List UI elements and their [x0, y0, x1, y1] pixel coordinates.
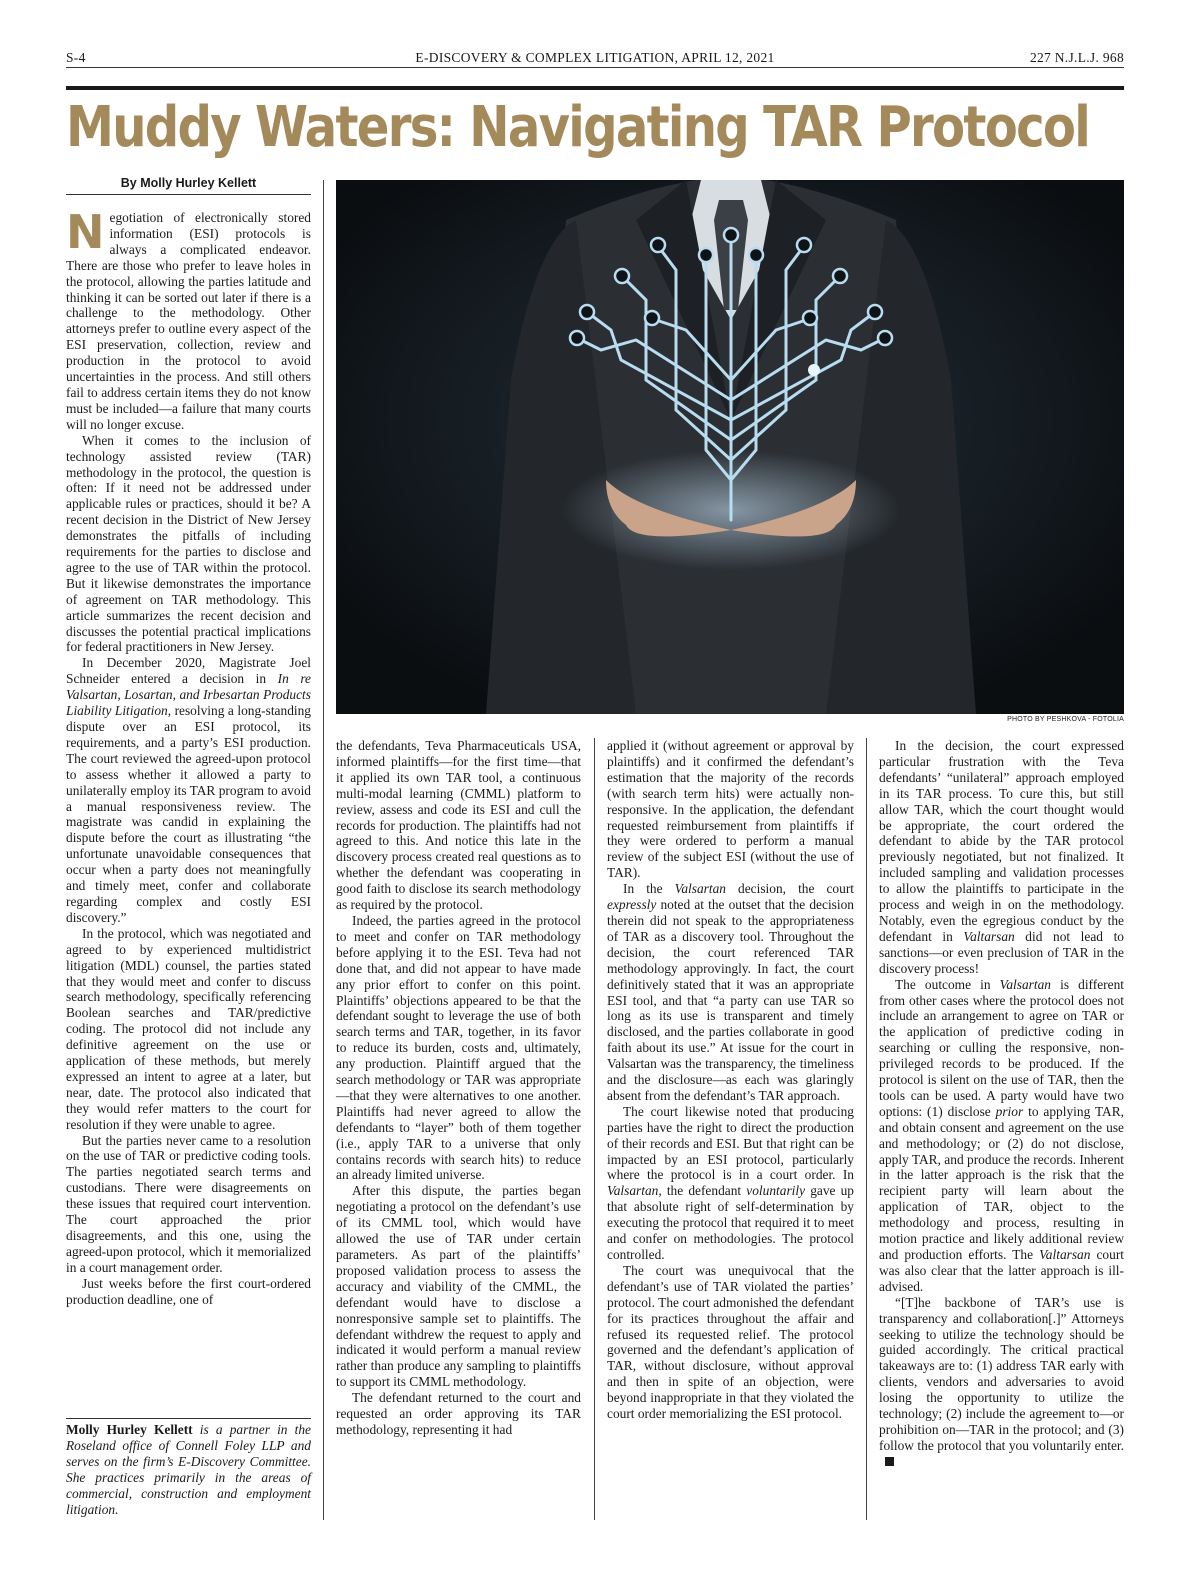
paragraph-text: court was also clear that the latter approach is ill-advised.	[879, 1247, 1124, 1294]
businessman-circuit-tree-illustration	[336, 180, 1124, 714]
emphasis: expressly	[607, 897, 657, 913]
author-bio	[66, 1422, 311, 1517]
article-photo	[336, 180, 1124, 714]
article-column-4	[879, 738, 1124, 1470]
column-rule-3	[866, 738, 867, 1520]
article-title: Muddy Waters: Navigating TAR Protocol	[66, 95, 1090, 160]
article-paragraph: After this dispute, the parties began negotiating a protocol on the defendant’s use of its CMML tool, which would have allowed the use of TAR under certain parameters. As part of the plaintiffs’ proposed validation process to assess the accuracy and viability of the CMML, the defendant would have to disclose a nonresponsive sample set to plaintiffs. The defendant withdrew the request to apply and indicated it would perform a manual review rather than produce any sampling to plaintiffs to support its CMML methodology.	[336, 1183, 581, 1390]
article-paragraph: Indeed, the parties agreed in the protocol to meet and confer on TAR methodology before applying it to the ESI. Teva had not done that, and did not appear to have made any prior effort to confer on this point. Plaintiffs’ objections appeared to be that the defendant sought to leverage the use of both search terms and TAR, together, in its favor to reduce its burden, costs and, ultimately, any production. Plaintiff argued that the search methodology or TAR was appropriate—that they were alternatives to one another. Plaintiffs had never agreed to allow the defendants to “layer” both of them together (i.e., apply TAR to a universe that only contains records with search hits) to reduce an already limited universe.	[336, 912, 581, 1183]
article-paragraph	[66, 655, 311, 925]
article-paragraph: But the parties never came to a resolution on the use of TAR or predictive coding tools. The parties negotiated search terms and custodians. There were disagreements on these issues that required court intervention. The court approached the prior disagreements, and this one, using the agreed-upon protocol, which it memorialized in a court management order.	[66, 1132, 311, 1275]
article-paragraph: The court was unequivocal that the defendant’s use of TAR violated the parties’ protocol. The court admonished the defendant for its practices throughout the affair and refused its requested relief. The protocol governed and the defendant’s application of TAR, without disclosure, without approval and then in spite of an objection, were beyond inappropriate in that they violated the court order memorializing the ESI protocol.	[607, 1262, 854, 1422]
article-paragraph	[607, 1104, 854, 1263]
article-column-1	[66, 205, 311, 1308]
article-paragraph	[879, 1295, 1124, 1470]
paragraph-text: In the	[623, 881, 675, 897]
case-name: Valtarsan	[963, 928, 1015, 944]
article-paragraph: Just weeks before the first court-ordered production deadline, one of	[66, 1275, 311, 1307]
paragraph-text: noted at the outset that the decision therein did not speak to the appropriateness of TAR as a discovery tool. Throughout the decision, the court referenced TAR methodology approvingly. In fact, the court definitively stated that it was an appropriate ESI tool, and that “a party can use TAR so long as its use is transparent and timely disclosed, and the parties collaborate in good faith about its use.” At issue for the court in Valsartan was the transparency, the timeliness and the disclosure—as each was glaringly absent from the defendant’s TAR approach.	[607, 897, 854, 1103]
bio-rule	[66, 1418, 311, 1419]
case-name: Valsartan	[999, 976, 1051, 992]
case-name: Valsartan	[607, 1183, 659, 1199]
running-header	[66, 46, 1124, 66]
article-paragraph: When it comes to the inclusion of technology assisted review (TAR) methodology in the protocol, the question is often: If it need not be addressed under applicable rules or practices, should it be? A recent decision in the District of New Jersey demonstrates the pitfalls of including requirements for the parties to disclose and agree to the use of TAR within the protocol. But it likewise demonstrates the importance of agreement on TAR methodology. This article summarizes the recent decision and discusses the potential practical implications for federal practitioners in New Jersey.	[66, 432, 311, 655]
paragraph-text: egotiation of electronically stored information (ESI) protocols is always a complicated endeavor. There are those who prefer to leave holes in the protocol, allowing the parties latitude and thinking it can be sorted out later if there is a challenge to the methodology. Other attorneys prefer to outline every aspect of the ESI preservation, collection, review and production in the protocol to avoid uncertainties in the process. And still others fail to address certain items they do not know must be included—a failure that many courts will no longer excuse.	[66, 210, 311, 432]
paragraph-text: gave up that absolute right of self-determination by executing the protocol that required it to meet and confer on methodologies. The protocol controlled.	[607, 1183, 854, 1262]
emphasis: prior	[995, 1103, 1024, 1119]
article-paragraph: In the protocol, which was negotiated and agreed to by experienced multidistrict litigation (MDL) counsel, the parties stated that they would meet and confer to discuss search methodology, specifically referencing Boolean searches and TAR/predictive coding. The protocol did not include any definitive agreement on the use or application of these methods, but merely expressed an intent to agree at a later, but near, date. The protocol also indicated that they would refer matters to the court for resolution if they were unable to agree.	[66, 925, 311, 1132]
page-number: S-4	[66, 50, 86, 65]
bio-text: is a partner in the Roseland office of Connell Foley LLP and serves on the firm’s E-Discovery Committee. She practices primarily in the areas of commercial, construction and employment litigation.	[66, 1422, 311, 1517]
article-paragraph: The defendant returned to the court and requested an order approving its TAR methodology, representing it had	[336, 1390, 581, 1437]
article-column-2	[336, 738, 581, 1438]
photo-credit: PHOTO BY PESHKOVA - FOTOLIA	[1007, 716, 1124, 723]
paragraph-text: to applying TAR, and obtain consent and agreement on the use and methodology; or (2) do not disclose, apply TAR, and produce the records. Inherent in the latter approach is the risk that the recipient party will learn about the application of TAR, object to the methodology and process, resulting in motion practice and likely additional review and production efforts. The	[879, 1103, 1125, 1262]
article-paragraph: the defendants, Teva Pharmaceuticals USA, informed plaintiffs—for the first time—that it applied its own TAR tool, a continuous multi-modal learning (CMML) platform to review, assess and code its ESI and cull the records for production. The plaintiffs had not agreed to this. And notice this late in the discovery process created real questions as to whether the defendant was cooperating in good faith to disclose its search methodology as required by the protocol.	[336, 738, 581, 913]
column-rule-2	[594, 738, 595, 1520]
paragraph-text: did not lead to sanctions—or even preclusion of TAR in the discovery process!	[879, 928, 1124, 976]
article-paragraph	[879, 977, 1124, 1295]
article-paragraph	[66, 205, 311, 433]
author-name: Molly Hurley Kellett	[66, 1422, 193, 1437]
byline: By Molly Hurley Kellett	[120, 176, 257, 190]
case-name: Valsartan	[674, 881, 726, 897]
section-dateline: E-DISCOVERY & COMPLEX LITIGATION, APRIL 12, 2021	[415, 50, 775, 65]
paragraph-text: , resolving a long-standing dispute over an ESI protocol, its requirements, and a party’s ESI production. The court reviewed the agreed-upon protocol to assess whether it allowed a party to unilaterally employ its TAR program to avoid a manual responsiveness review. The magistrate was candid in explaining the dispute before the court as illustrating “the unfortunate unavoidable consequences that occur when a party does not meaningfully and timely meet, confer and collaborate regarding complex and costly ESI discovery.”	[66, 703, 311, 925]
paragraph-text: “[T]he backbone of TAR’s use is transparency and collaboration[.]” Attorneys seeking to utilize the technology should be guided accordingly. The critical practical takeaways are to: (1) address TAR early with clients, vendors and adversaries to avoid losing the opportunity to utilize the technology; (2) include the agreement to—or prohibition on—TAR in the protocol; and (3) follow the protocol that you voluntarily enter.	[879, 1294, 1124, 1453]
paragraph-text: In the decision, the court expressed particular frustration with the Teva defendants’ “unilateral” approach employed in its TAR process. To cure this, but still allow TAR, which the court thought would be appropriate, the court ordered the defendant to abide by the TAR protocol previously negotiated, but not finalized. It included sampling and validation processes to allow the plaintiffs to participate in the process and weigh in on the methodology. Notably, even the egregious conduct by the defendant in	[879, 738, 1124, 944]
byline-rule	[66, 194, 311, 195]
case-name: Valtarsan	[1039, 1247, 1091, 1262]
article-paragraph	[607, 881, 854, 1104]
citation: 227 N.J.L.J. 968	[1029, 50, 1124, 65]
paragraph-text: is different from other cases where the protocol does not include an arrangement to agree on TAR or the application of predictive coding in searching or culling the responsive, non-privileged records to be produced. If the protocol is silent on the use of TAR, then the tools can be used. A party would have two options: (1) disclose	[879, 976, 1124, 1119]
paragraph-text: , the defendant	[658, 1183, 747, 1199]
article-paragraph	[879, 738, 1124, 977]
drop-cap: N	[66, 205, 105, 259]
paragraph-text: The court likewise noted that producing parties have the right to direct the production of their records and ESI. But that right can be impacted by an ESI protocol, particularly where the protocol is in a court order. In	[607, 1103, 854, 1183]
article-paragraph: applied it (without agreement or approval by plaintiffs) and it confirmed the defendant’s estimation that the majority of the records (with search term hits) were actually non-responsive. In the application, the defendant requested reimbursement from plaintiffs if they were ordered to perform a manual review of the subject ESI (without the use of TAR).	[607, 738, 854, 881]
header-rule	[66, 67, 1124, 68]
column-rule-1	[323, 180, 324, 1520]
paragraph-text: The outcome in	[895, 976, 1000, 992]
article-column-3	[607, 738, 854, 1422]
end-of-article-square-icon	[885, 1457, 894, 1466]
case-name: In re Valsartan, Losartan, and Irbesartan Products Liability Litigation	[66, 671, 311, 719]
paragraph-text: decision, the court	[725, 881, 855, 897]
emphasis: voluntarily	[746, 1183, 806, 1199]
paragraph-text: In December 2020, Magistrate Joel Schneider entered a decision in	[66, 655, 311, 687]
